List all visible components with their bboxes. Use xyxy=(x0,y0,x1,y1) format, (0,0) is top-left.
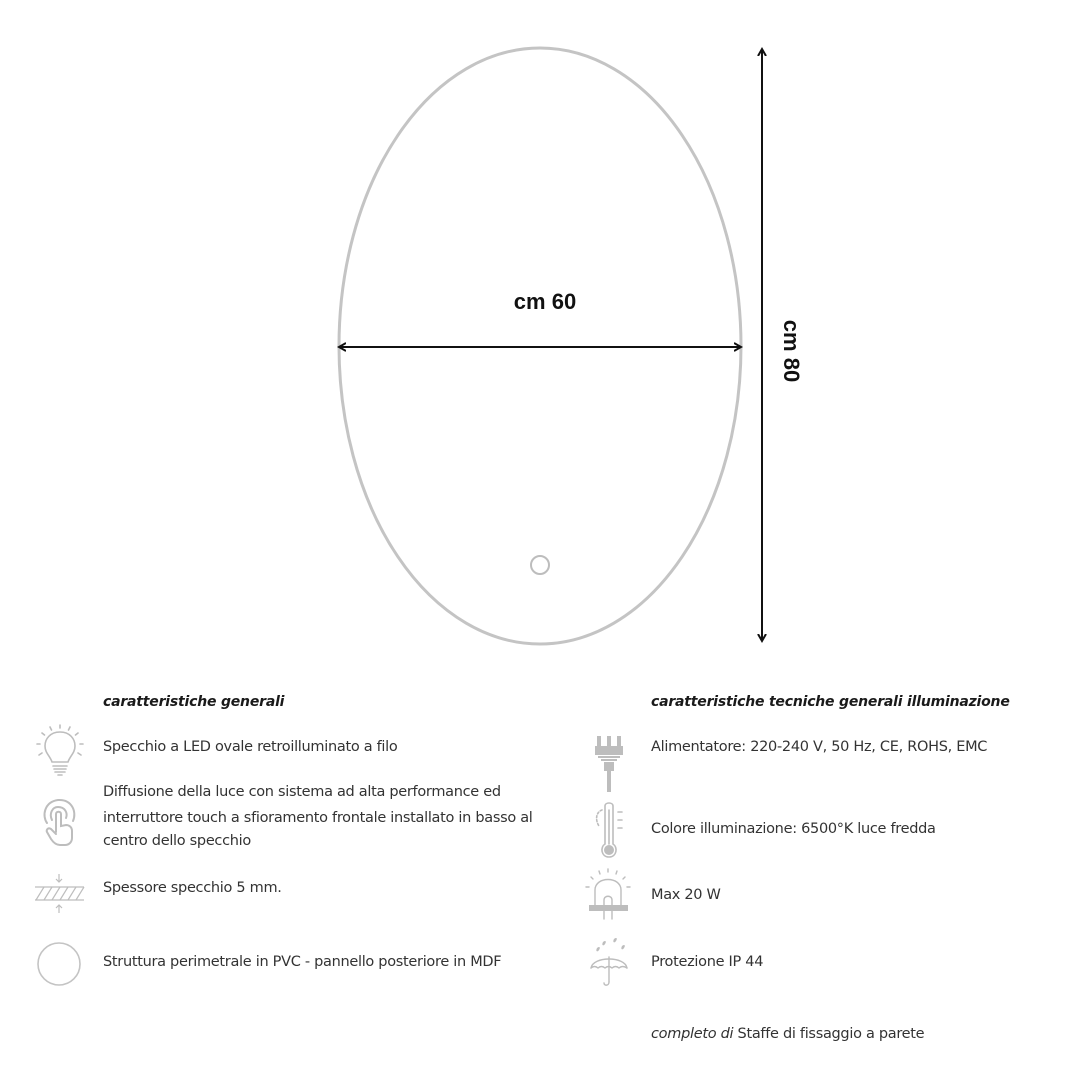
feature-ip-protection: Protezione IP 44 xyxy=(651,954,764,970)
feature-thickness: Spessore specchio 5 mm. xyxy=(103,880,282,896)
led-icon xyxy=(584,868,632,925)
circle-frame-icon xyxy=(36,941,82,992)
touch-switch-circle xyxy=(531,556,549,574)
general-section-title: caratteristiche generali xyxy=(103,694,285,710)
height-dimension-label: cm 80 xyxy=(779,319,804,383)
feature-led-oval: Specchio a LED ovale retroilluminato a filo xyxy=(103,739,398,755)
power-plug-icon xyxy=(594,735,624,798)
included-prefix: completo di xyxy=(651,1026,734,1042)
thermometer-icon xyxy=(592,800,626,865)
touch-hand-icon xyxy=(40,796,80,853)
feature-light-diffusion: Diffusione della luce con sistema ad alta performance ed interruttore touch a sfioramento frontale installato in basso al centro dello specchio xyxy=(103,784,533,849)
feature-power-supply: Alimentatore: 220-240 V, 50 Hz, CE, ROHS, EMC xyxy=(651,739,988,755)
feature-structure: Struttura perimetrale in PVC - pannello posteriore in MDF xyxy=(103,954,502,970)
feature-light-color: Colore illuminazione: 6500°K luce fredda xyxy=(651,821,936,837)
light-bulb-icon xyxy=(36,724,84,785)
width-dimension-label: cm 60 xyxy=(513,289,577,314)
lighting-section-title: caratteristiche tecniche generali illuminazione xyxy=(651,694,1010,710)
feature-max-power: Max 20 W xyxy=(651,887,721,903)
umbrella-rain-icon xyxy=(588,938,632,995)
included-accessories xyxy=(651,1022,924,1046)
thickness-icon xyxy=(32,872,86,921)
included-text: Staffe di fissaggio a parete xyxy=(733,1026,925,1042)
